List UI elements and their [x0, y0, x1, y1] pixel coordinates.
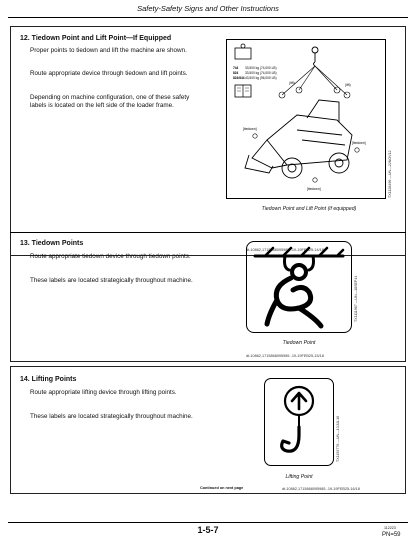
weight-model: 824	[233, 71, 239, 75]
lift-label: (lift)	[345, 83, 351, 87]
section-lifting-points	[10, 366, 406, 494]
section-divider	[10, 232, 406, 233]
lifting-hook-icon	[265, 379, 333, 465]
image-reference-code: TX1111967 —UN—18SEP14	[354, 275, 358, 322]
paragraph: These labels are located strategically throughout machine.	[30, 277, 193, 284]
paragraph: Route appropriate lifting device through lifting points.	[30, 389, 177, 396]
loader-lift-diagram	[227, 40, 385, 198]
lift-label: (lift)	[289, 81, 295, 85]
image-caption: Tiedown Point and Lift Point (if equipped)	[261, 206, 357, 212]
footer-code: 112223	[384, 526, 396, 530]
document-reference: dt-10862,1715868095985 -19-19FEB25-14/18	[246, 248, 324, 252]
weight-value: 43,500 kg (96,000 LB)	[245, 76, 277, 80]
section-title: 12. Tiedown Point and Lift Point—If Equipped	[20, 35, 172, 42]
tiedown-point-label-image	[246, 241, 352, 333]
continued-note: Continued on next page	[200, 486, 244, 490]
wheel-loader-drawing	[245, 100, 352, 178]
tiedown-label: [tiedown]	[307, 187, 321, 191]
header-rule	[8, 17, 408, 18]
lift-hook-icon	[312, 47, 318, 66]
document-reference: dt-10862,1715868095985 -19-19FEB25-16/18	[282, 487, 360, 491]
weight-icon	[235, 44, 251, 59]
weight-model: 744	[233, 66, 239, 70]
image-reference-code: TX1128496 —UN—22NOV12	[388, 150, 392, 198]
tiedown-label: [tiedown]	[243, 127, 257, 131]
paragraph: These labels are located strategically throughout machine.	[30, 413, 193, 420]
section-title: 13. Tiedown Points	[20, 240, 84, 247]
image-caption: Lifting Point	[285, 474, 313, 480]
weight-value: 33,500 kg (74,000 LB)	[245, 66, 277, 70]
manual-book-icon	[235, 85, 251, 97]
tiedown-point-markers	[253, 134, 359, 182]
page-number: 1-5-7	[197, 525, 219, 535]
section-title: 14. Lifting Points	[20, 376, 77, 383]
document-reference: dt-10862,1715868095985 -19-19FEB25-15/18	[246, 354, 324, 358]
tiedown-rope-icon	[247, 242, 351, 332]
footer-pn: PN=59	[382, 532, 401, 538]
image-caption: Tiedown Point	[282, 340, 316, 346]
tiedown-label: [tiedown]	[352, 141, 366, 145]
paragraph: Proper points to tiedown and lift the machine are shown.	[30, 47, 187, 54]
weight-value: 33,500 kg (74,000 LB)	[245, 71, 277, 75]
paragraph: Route appropriate device through tiedown and lift points.	[30, 70, 188, 77]
image-reference-code: TX1193776 —UN—13JUL16	[336, 415, 340, 462]
paragraph: Route appropriate tiedown device through tiedown points.	[30, 253, 191, 260]
weight-model: 824/844	[233, 76, 245, 80]
footer-rule	[8, 522, 408, 523]
lifting-point-label-image	[264, 378, 334, 466]
tiedown-lift-label-image	[226, 39, 386, 199]
paragraph: Depending on machine configuration, one of these safety labels is located on the left side of the loader frame.	[30, 94, 190, 109]
page-header-title: Safety-Safety Signs and Other Instructions	[137, 4, 279, 13]
